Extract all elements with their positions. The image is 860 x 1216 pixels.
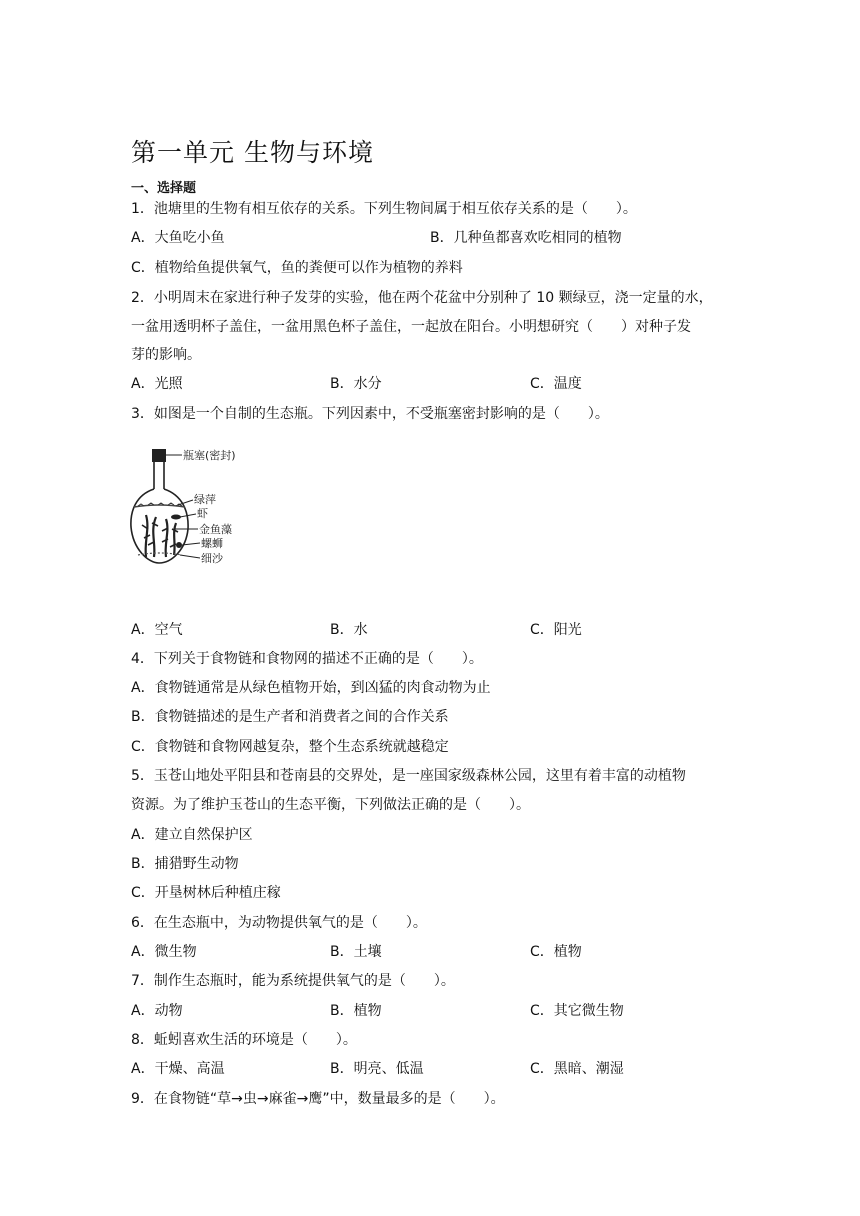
question-3-option-a: A．空气 [131,622,183,638]
figure-label-snail: 螺蛳 [201,537,223,550]
question-4-option-a: A．食物链通常是从绿色植物开始，到凶猛的肉食动物为止 [131,680,491,696]
bottle-stopper [152,449,166,462]
question-2-option-a: A．光照 [131,376,183,392]
question-1-option-a: A．大鱼吃小鱼 [131,230,225,246]
figure-label-sand: 细沙 [201,552,223,565]
question-5-option-b: B．捕猎野生动物 [131,856,239,872]
question-7-option-a: A．动物 [131,1003,183,1019]
question-9-stem: 9．在食物链“草→虫→麻雀→鹰”中，数量最多的是（ ）。 [131,1091,505,1107]
question-1-option-c: C．植物给鱼提供氧气，鱼的粪便可以作为植物的养料 [131,260,463,276]
question-8-option-c: C．黑暗、潮湿 [530,1061,624,1077]
question-8-option-b: B．明亮、低温 [330,1061,424,1077]
question-6-option-b: B．土壤 [330,944,382,960]
question-8-option-a: A．干燥、高温 [131,1061,225,1077]
figure-label-shrimp: 虾 [197,507,208,520]
question-3-option-c: C．阳光 [530,622,582,638]
question-6-stem: 6．在生态瓶中，为动物提供氧气的是（ ）。 [131,915,427,931]
question-6-option-c: C．植物 [530,944,582,960]
page-title: 第一单元 生物与环境 [131,138,374,167]
question-2-line-3: 芽的影响。 [131,347,201,363]
figure-label-stopper: 瓶塞(密封) [183,449,236,462]
question-5-option-c: C．开垦树林后种植庄稼 [131,885,281,901]
question-4-option-b: B．食物链描述的是生产者和消费者之间的合作关系 [131,709,449,725]
question-5-line-1: 5．玉苍山地处平阳县和苍南县的交界处，是一座国家级森林公园，这里有着丰富的动植物 [131,768,686,784]
question-4-stem: 4．下列关于食物链和食物网的描述不正确的是（ ）。 [131,651,483,667]
question-5-option-a: A．建立自然保护区 [131,827,253,843]
figure-label-hornwort: 金鱼藻 [199,523,232,536]
question-3-stem: 3．如图是一个自制的生态瓶。下列因素中，不受瓶塞密封影响的是（ ）。 [131,406,609,422]
question-7-option-c: C．其它微生物 [530,1003,624,1019]
question-4-option-c: C．食物链和食物网越复杂，整个生态系统就越稳定 [131,739,449,755]
section-heading: 一、选择题 [131,181,197,196]
question-2-line-1: 2．小明周末在家进行种子发芽的实验，他在两个花盆中分别种了 10 颗绿豆，浇一定量的水， [131,290,713,306]
question-1-stem: 1．池塘里的生物有相互依存的关系。下列生物间属于相互依存关系的是（ ）。 [131,201,637,217]
question-1-option-b: B．几种鱼都喜欢吃相同的植物 [430,230,622,246]
question-3-option-b: B．水 [330,622,368,638]
question-2-option-b: B．水分 [330,376,382,392]
question-7-stem: 7．制作生态瓶时，能为系统提供氧气的是（ ）。 [131,973,455,989]
figure-label-duckweed: 绿萍 [194,493,216,506]
question-6-option-a: A．微生物 [131,944,197,960]
question-5-line-2: 资源。为了维护玉苍山的生态平衡，下列做法正确的是（ ）。 [131,797,530,813]
question-2-option-c: C．温度 [530,376,582,392]
ecology-bottle-figure [128,445,258,575]
question-2-line-2: 一盆用透明杯子盖住，一盆用黑色杯子盖住，一起放在阳台。小明想研究（ ）对种子发 [131,319,691,335]
question-7-option-b: B．植物 [330,1003,382,1019]
question-8-stem: 8．蚯蚓喜欢生活的环境是（ ）。 [131,1032,357,1048]
